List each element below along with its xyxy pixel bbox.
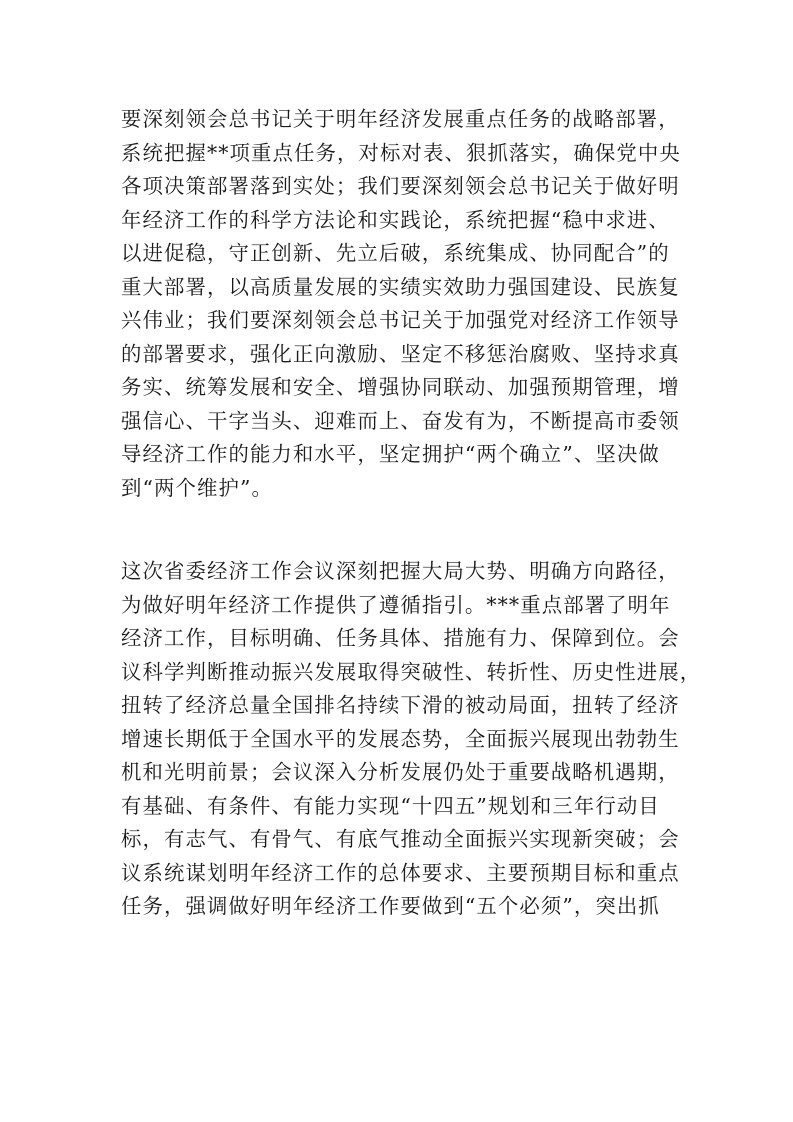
text-line: 各项决策部署落到实处；我们要深刻领会总书记关于做好明 (121, 174, 680, 198)
paragraph-2 (121, 555, 702, 924)
text-line: 为做好明年经济工作提供了遵循指引。***重点部署了明年 (121, 592, 671, 617)
text-line: 增速长期低于全国水平的发展态势，全面振兴展现出勃勃生 (121, 726, 680, 751)
text-line: 强信心、干字当头、迎难而上、奋发有为，不断提高市委领 (121, 408, 680, 433)
text-line: 任务，强调做好明年经济工作要做到“五个必须”，突出抓 (121, 894, 660, 918)
text-line: 这次省委经济工作会议深刻把握大局大势、明确方向路径， (121, 559, 680, 583)
text-line: 以进促稳，守正创新、先立后破，系统集成、协同配合”的 (121, 241, 670, 265)
text-line: 务实、统筹发展和安全、增强协同联动、加强预期管理，增 (121, 375, 680, 399)
text-line: 机和光明前景；会议深入分析发展仍处于重要战略机遇期， (121, 760, 680, 784)
paragraph-1 (121, 103, 681, 505)
text-line: 年经济工作的科学方法论和实践论，系统把握“稳中求进、 (121, 207, 670, 232)
text-line: 要深刻领会总书记关于明年经济发展重点任务的战略部署， (121, 107, 680, 131)
text-line: 经济工作，目标明确、任务具体、措施有力、保障到位。会 (121, 626, 680, 650)
text-line: 兴伟业；我们要深刻领会总书记关于加强党对经济工作领导 (121, 308, 680, 332)
text-line: 议科学判断推动振兴发展取得突破性、转折性、历史性进展， (121, 659, 702, 684)
text-line: 系统把握**项重点任务，对标对表、狠抓落实，确保党中央 (121, 140, 681, 165)
text-line: 重大部署，以高质量发展的实绩实效助力强国建设、民族复 (121, 274, 680, 299)
text-line: 导经济工作的能力和水平，坚定拥护“两个确立”、坚决做 (121, 442, 660, 466)
text-line: 的部署要求，强化正向激励、坚定不移惩治腐败、坚持求真 (121, 341, 680, 366)
text-line: 到“两个维护”。 (121, 475, 273, 500)
text-line: 议系统谋划明年经济工作的总体要求、主要预期目标和重点 (121, 860, 680, 885)
text-line: 有基础、有条件、有能力实现“十四五”规划和三年行动目 (121, 793, 660, 818)
text-line: 扭转了经济总量全国排名持续下滑的被动局面，扭转了经济 (121, 693, 680, 717)
text-line: 标，有志气、有骨气、有底气推动全面振兴实现新突破；会 (121, 827, 680, 851)
